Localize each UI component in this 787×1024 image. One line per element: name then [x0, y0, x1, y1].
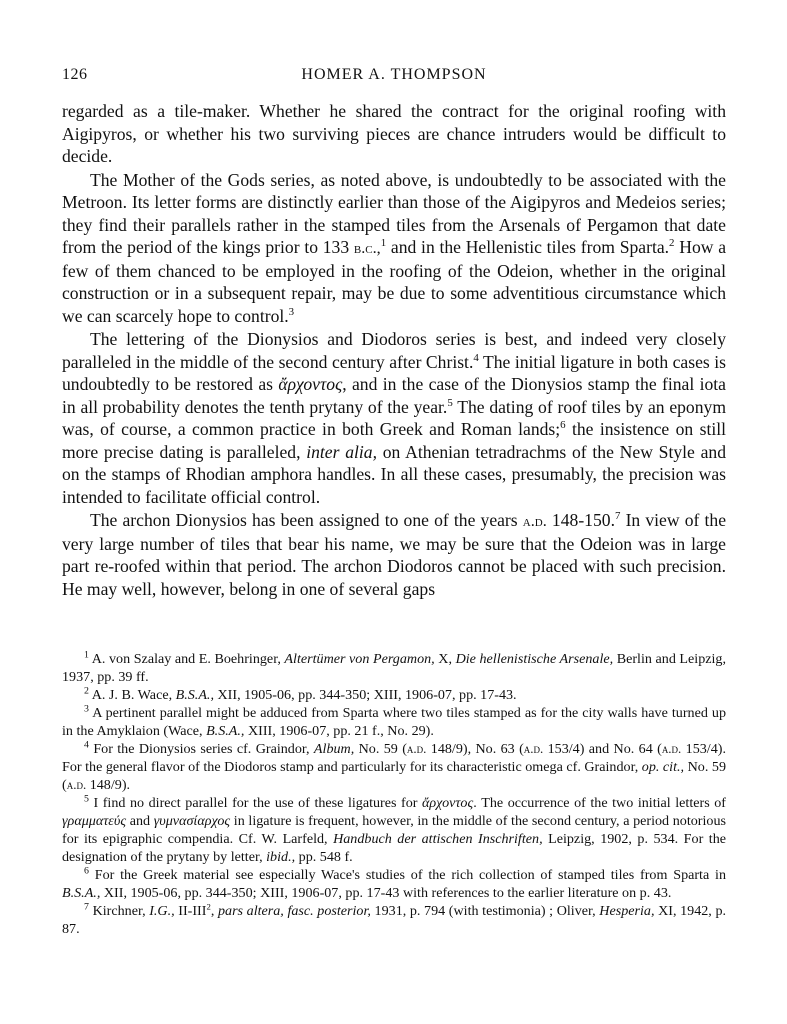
footnote-ref-7[interactable]: 7: [614, 510, 621, 523]
page-header: [62, 66, 726, 90]
page-number: 126: [62, 66, 88, 83]
footnote-7: $^7$ Kirchner, I.G., II-III$^2$, pars altera, fasc. posterior, 1931, p. 794 (with testimonia) ; Oliver, Hesperia, XI, 1942, p. 87.: [62, 901, 727, 937]
footnote-4: $^4$ For the Dionysios series cf. Graindor, Album, No. 59 (a.d. 148/9), No. 63 (a.d. 153/4) and No. 64 (a.d. 153/4). For the general flavor of the Diodoros stamp and particularly for its characteristic omega cf. Graindor, op. cit., No. 59 (a.d. 148/9).: [62, 739, 726, 793]
body-text: [62, 100, 726, 600]
footnote-ref-6[interactable]: 6: [560, 419, 566, 432]
footnote-ref-4[interactable]: 4: [473, 351, 479, 364]
paragraph-1: regarded as a tile-maker. Whether he shared the contract for the original roofing with Aigipyros, or whether his two surviving pieces are chance intruders would be difficult to decide.: [62, 101, 726, 166]
footnote-5: $^5$ I find no direct parallel for the use of these ligatures for ἄρχοντος. The occurrence of the two initial letters of γραμματεύς and γυμνασίαρχος in ligature is frequent, however, in the middle of the second century, a period notorious for its epigraphic compendia. Cf. W. Larfeld, Handbuch der attischen Inschriften, Leipzig, 1902, p. 534. For the designation of the prytany by letter, ibid., pp. 548 f.: [62, 793, 726, 865]
footnote-2: $^2$ A. J. B. Wace, B.S.A., XII, 1905-06, pp. 344-350; XIII, 1906-07, pp. 17-43.: [84, 685, 517, 703]
running-head: HOMER A. THOMPSON: [301, 66, 487, 83]
paragraph-2: The Mother of the Gods series, as noted above, is undoubtedly to be associated with the Metroon. Its letter forms are distinctly earlier than those of the Aigipyros and Medeios series; they find their parallels rather in the stamped tiles from the Arsenals of Pergamon that date from the period of the kings prior to 133 b.c.,$^1$ and in the Hellenistic tiles from Sparta.$^2$ How a few of them chanced to be employed in the roofing of the Odeion, whether in the original construction or in a subsequent repair, may be due to some adventitious circumstance which we can scarcely hope to control.$^3$: [62, 169, 727, 326]
paragraph-3: The lettering of the Dionysios and Diodoros series is best, and indeed very closely paralleled in the middle of the second century after Christ.$^4$ The initial ligature in both cases is undoubtedly to be restored as ἄρχοντος, and in the case of the Dionysios stamp the final iota in all probability denotes the tenth prytany of the year.$^5$ The dating of roof tiles by an eponym was, of course, a common practice in both Greek and Roman lands;$^6$ the insistence on still more precise dating is paralleled, inter alia, on Athenian tetradrachms of the New Style and on the stamps of Rhodian amphora handles. In all these cases, presumably, the precision was intended to facilitate official control.: [62, 329, 726, 507]
footnote-ref-3[interactable]: 3: [288, 305, 295, 318]
footnote-3: $^3$ A pertinent parallel might be adduced from Sparta where two tiles stamped as for the city walls have turned up in the Amyklaion (Wace, B.S.A., XIII, 1906-07, pp. 21 f., No. 29).: [62, 703, 726, 739]
footnote-ref-5[interactable]: 5: [447, 396, 453, 409]
footnotes: [62, 650, 726, 938]
greek-term: ἄρχοντος: [278, 374, 343, 394]
footnote-6: $^6$ For the Greek material see especially Wace's studies of the rich collection of stamped tiles from Sparta in B.S.A., XII, 1905-06, pp. 344-350; XIII, 1906-07, pp. 17-43 with references to the earlier literature on p. 43.: [62, 865, 726, 901]
footnote-ref-1[interactable]: 1: [380, 237, 387, 250]
paragraph-4: The archon Dionysios has been assigned to one of the years a.d. 148-150.$^7$ In view of the very large number of tiles that bear his name, we may be sure that the Odeion was in large part re-roofed within that period. The archon Diodoros cannot be placed with such precision. He may well, however, belong in one of several gaps: [62, 510, 727, 599]
footnote-ref-2[interactable]: 2: [669, 237, 675, 250]
page: [62, 66, 726, 600]
footnote-1: $^1$ A. von Szalay and E. Boehringer, Altertümer von Pergamon, X, Die hellenistische Arsenale, Berlin and Leipzig, 1937, pp. 39 ff.: [62, 649, 726, 685]
